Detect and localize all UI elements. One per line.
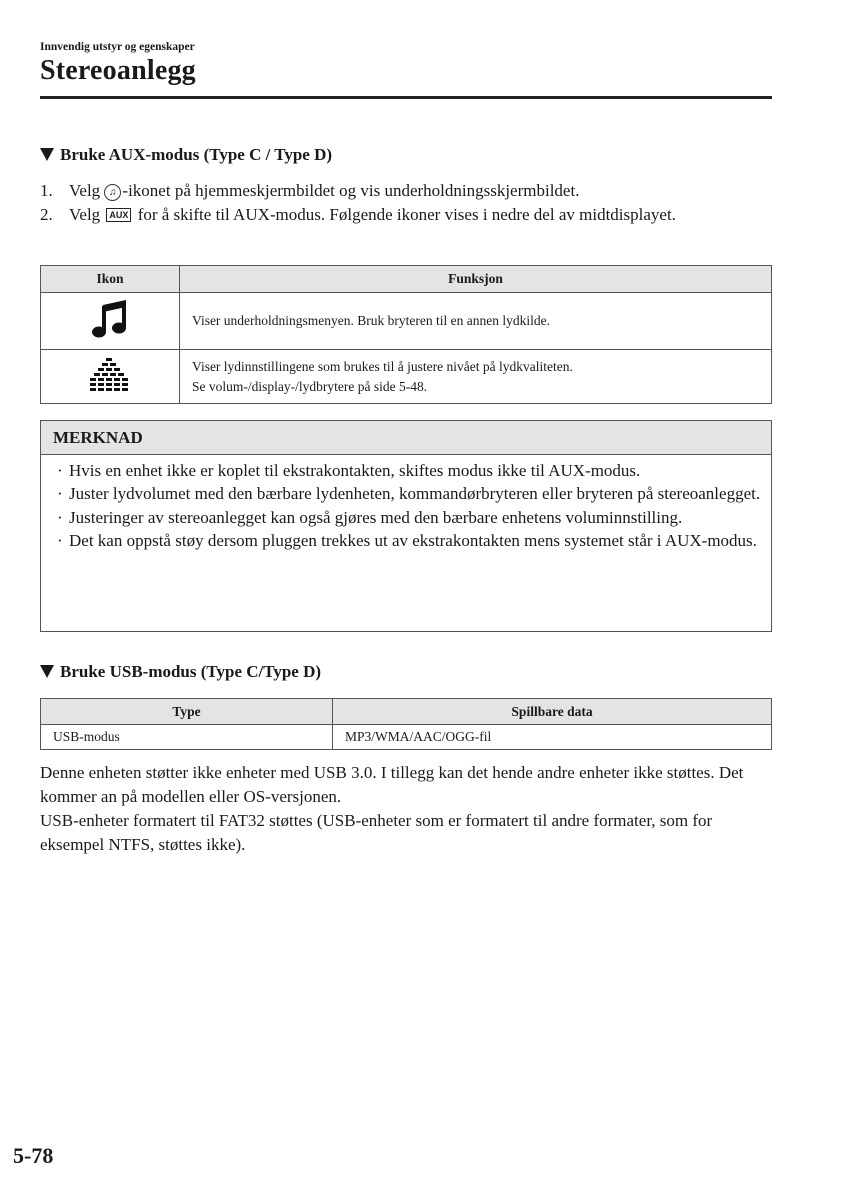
usb-description xyxy=(40,761,775,857)
paragraph: Denne enheten støtter ikke enheter med USB 3.0. I tillegg kan det hende andre enheter ikke støttes. Det kommer an på modellen eller OS-versjonen. xyxy=(40,763,744,806)
music-note-icon xyxy=(88,297,132,341)
page-number: 5-78 xyxy=(13,1143,54,1168)
note-text: Hvis en enhet ikke er koplet til ekstrakontakten, skiftes modus ikke til AUX-modus. xyxy=(69,461,641,480)
step-prefix: Velg xyxy=(69,181,105,200)
title-divider xyxy=(40,96,772,99)
function-line: Se volum-/display-/lydbrytere på side 5-48. xyxy=(192,378,428,394)
aux-heading xyxy=(40,145,332,165)
triangle-bullet-icon xyxy=(40,665,54,678)
usb-table xyxy=(40,698,772,750)
note-text: Juster lydvolumet med den bærbare lydenheten, kommandørbryteren eller bryteren på stereoanlegget. xyxy=(69,484,761,504)
step-number: 1. xyxy=(40,181,53,200)
usb-heading xyxy=(40,662,321,682)
column-header-type: Type xyxy=(41,699,333,725)
column-header-icon: Ikon xyxy=(41,266,180,293)
list-item xyxy=(40,179,780,203)
usb-heading-text: Bruke USB-modus (Type C/Type D) xyxy=(60,662,322,681)
step-text xyxy=(69,203,780,227)
data-cell: MP3/WMA/AAC/OGG-fil xyxy=(333,725,772,750)
step-rest: -ikonet på hjemmeskjermbildet og vis underholdningsskjermbildet. xyxy=(122,181,580,200)
bullet-dot-icon: · xyxy=(57,461,63,480)
list-item xyxy=(57,529,771,552)
note-text: Det kan oppstå støy dersom pluggen trekkes ut av ekstrakontakten mens systemet står i AUX-modus. xyxy=(69,530,757,550)
table-row xyxy=(41,350,772,404)
section-label: Innvendig utstyr og egenskaper xyxy=(40,41,195,53)
aux-heading-text: Bruke AUX-modus (Type C / Type D) xyxy=(60,145,333,164)
note-text: Justeringer av stereoanlegget kan også gjøres med den bærbare enhetens voluminnstilling. xyxy=(69,507,683,527)
aux-button-icon: AUX xyxy=(106,208,131,222)
table-header-row xyxy=(41,266,772,293)
bullet-dot-icon: · xyxy=(57,484,63,504)
note-box xyxy=(40,420,772,632)
table-row xyxy=(41,725,772,750)
page-title: Stereoanlegg xyxy=(40,55,196,86)
column-header-playable-data: Spillbare data xyxy=(333,699,772,725)
triangle-bullet-icon xyxy=(40,148,54,161)
step-text xyxy=(69,179,780,203)
aux-steps-list xyxy=(40,179,780,227)
list-item xyxy=(57,482,771,505)
table-row xyxy=(41,293,772,350)
bullet-dot-icon: · xyxy=(57,530,63,550)
function-cell: Viser underholdningsmenyen. Bruk bryteren til en annen lydkilde. xyxy=(180,293,772,350)
function-cell xyxy=(180,350,772,404)
step-prefix: Velg xyxy=(69,205,105,224)
aux-icon-table xyxy=(40,265,772,404)
type-cell: USB-modus xyxy=(41,725,333,750)
column-header-function: Funksjon xyxy=(180,266,772,293)
note-list xyxy=(41,455,771,552)
list-item xyxy=(57,506,771,529)
list-item xyxy=(40,203,780,227)
step-rest: for å skifte til AUX-modus. Følgende ikoner vises i nedre del av midtdisplayet. xyxy=(133,205,676,224)
bullet-dot-icon: · xyxy=(57,507,63,527)
icon-cell xyxy=(41,293,180,350)
function-line: Viser lydinnstillingene som brukes til å justere nivået på lydkvaliteten. xyxy=(192,358,573,374)
entertainment-icon: ♫ xyxy=(104,184,121,201)
step-number: 2. xyxy=(40,205,53,224)
equalizer-icon xyxy=(85,355,135,395)
table-header-row xyxy=(41,699,772,725)
icon-cell xyxy=(41,350,180,404)
list-item xyxy=(57,459,771,482)
paragraph: USB-enheter formatert til FAT32 støttes (USB-enheter som er formatert til andre formater, som for eksempel NTFS, støttes ikke). xyxy=(40,811,713,854)
note-heading: MERKNAD xyxy=(41,421,771,455)
